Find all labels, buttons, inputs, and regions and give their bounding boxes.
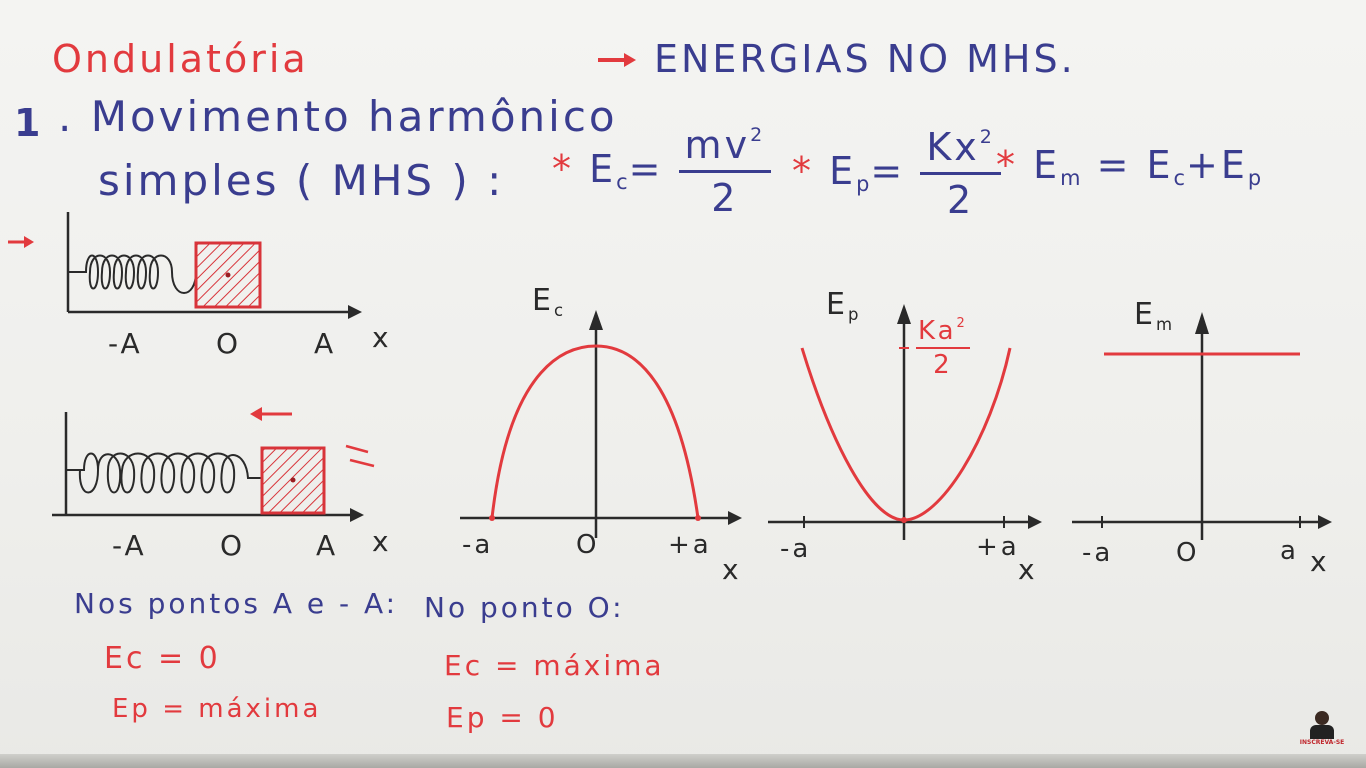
diagram2-label-o: O [220, 529, 246, 562]
notes-ends-line1: Ec = 0 [104, 641, 221, 676]
section-title-line1: . Movimento harmônico [58, 92, 618, 141]
diagram2-axis-x: x [372, 525, 392, 558]
page-title: Ondulatória [52, 37, 309, 81]
graph-ec-tick-plus-a: +a [668, 530, 712, 560]
ep-fraction: $\frac{Kx^2}{2}$ [920, 128, 1001, 219]
spring-2 [66, 454, 262, 493]
graph-ep [768, 304, 1042, 540]
spring-diagram-2 [52, 407, 374, 522]
formula-em: * Em = Ec+Ep [996, 143, 1263, 191]
asterisk-icon: * [792, 149, 814, 193]
spring-1 [68, 256, 196, 294]
ep-curve [802, 348, 1010, 520]
ec-fraction: $\frac{mv^2}{2}$ [679, 126, 772, 217]
graph-em-tick-minus-a: -a [1082, 538, 1114, 568]
section-number: 1 [14, 101, 44, 145]
graph-em-label: Em [1134, 297, 1174, 334]
whiteboard-tray [0, 754, 1366, 768]
heading-arrow-icon [598, 53, 636, 67]
graph-ep-tick-minus-a: -a [780, 534, 812, 564]
graph-ep-label: Ep [826, 287, 860, 324]
graph-ec-tick-o: O [576, 530, 600, 560]
diagram1-label-a: A [314, 327, 337, 360]
formula-ep: * Ep= $\frac{Kx^2}{2}$ [792, 128, 1001, 219]
graph-em-axis-x: x [1310, 545, 1330, 578]
graph-em-tick-a: a [1280, 536, 1299, 566]
notes-center-line2: Ep = 0 [446, 701, 559, 734]
asterisk-icon: * [996, 143, 1018, 187]
graph-ep-tick-plus-a: +a [976, 532, 1020, 562]
diagram1-label-o: O [216, 327, 242, 360]
diagram2-label-a: A [316, 529, 339, 562]
channel-logo[interactable] [1298, 711, 1346, 746]
graph-ec-axis-x: x [722, 553, 742, 586]
section-title-line2: simples ( MHS ) : [98, 156, 505, 205]
notes-ends-line2: Ep = máxima [112, 694, 322, 724]
diagram2-label-minus-a: -A [112, 529, 147, 562]
notes-ends-heading: Nos pontos A e - A: [74, 587, 399, 620]
spring-diagram-1 [68, 212, 362, 319]
energies-heading: ENERGIAS NO MHS. [654, 37, 1076, 81]
graph-ep-peak: $\frac{Ka^2}{2}$ [918, 316, 968, 380]
graph-em-tick-o: O [1176, 538, 1200, 568]
formula-ec: * Ec= $\frac{mv^2}{2}$ [552, 126, 771, 217]
notes-center-heading: No ponto O: [424, 591, 625, 624]
subscribe-label: INSCREVA-SE [1299, 739, 1345, 746]
graph-ep-axis-x: x [1018, 553, 1038, 586]
graph-ec-tick-minus-a: -a [462, 530, 494, 560]
asterisk-icon: * [552, 147, 574, 191]
graph-ec [460, 310, 742, 538]
presenter-body-icon [1310, 725, 1334, 739]
presenter-head-icon [1315, 711, 1329, 725]
diagram1-axis-x: x [372, 321, 392, 354]
diagram1-label-minus-a: -A [108, 327, 143, 360]
graph-em [1072, 312, 1332, 540]
notes-center-line1: Ec = máxima [444, 649, 665, 682]
bullet-arrow-icon [8, 236, 34, 248]
graph-ec-label: Ec [532, 283, 565, 320]
